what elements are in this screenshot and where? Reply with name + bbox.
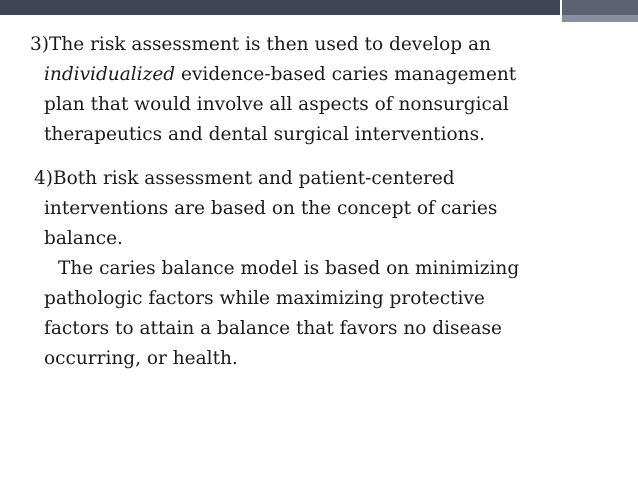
text-line bbox=[30, 60, 620, 90]
header-accent-light bbox=[562, 15, 638, 22]
header-dark-band bbox=[0, 0, 638, 15]
text-line: plan that would involve all aspects of nonsurgical bbox=[44, 94, 509, 115]
text-line: The caries balance model is based on minimizing bbox=[58, 258, 520, 279]
italic-text: individualized bbox=[44, 64, 176, 85]
text-line: pathologic factors while maximizing protective bbox=[44, 288, 485, 309]
text-line: interventions are based on the concept of caries bbox=[44, 198, 498, 219]
paragraph-risk-assessment bbox=[30, 30, 620, 150]
text-line: factors to attain a balance that favors no disease bbox=[44, 318, 502, 339]
text-span: evidence-based caries management bbox=[175, 64, 517, 85]
paragraph-caries-balance-model bbox=[44, 254, 620, 374]
paragraph-patient-centered bbox=[34, 164, 620, 254]
text-line: balance. bbox=[44, 228, 123, 249]
slide-header-bar bbox=[0, 0, 638, 22]
text-line: therapeutics and dental surgical interventions. bbox=[44, 124, 485, 145]
text-line: 3)The risk assessment is then used to develop an bbox=[30, 34, 491, 55]
slide-body bbox=[30, 30, 620, 374]
text-line: 4)Both risk assessment and patient-centered bbox=[34, 168, 455, 189]
text-line: occurring, or health. bbox=[44, 348, 238, 369]
